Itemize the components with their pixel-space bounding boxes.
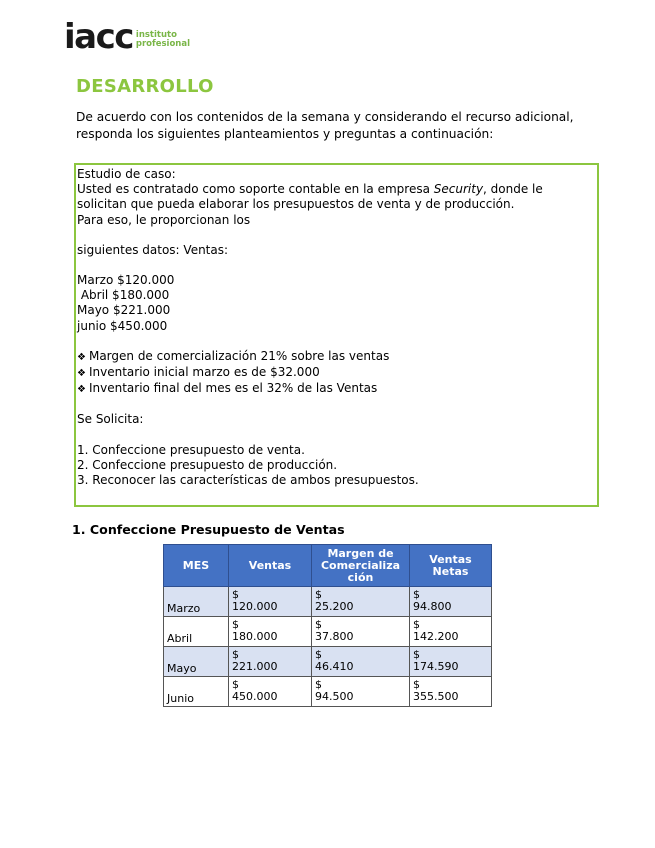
bullet-text: Inventario final del mes es el 32% de las Ventas bbox=[88, 381, 378, 396]
case-para-after: , donde le solicitan que pueda elaborar los presupuestos de venta y de producción. bbox=[77, 182, 543, 212]
request-item: 1. Confeccione presupuesto de venta. bbox=[77, 442, 305, 457]
bullet-text: Inventario inicial marzo es de $32.000 bbox=[88, 365, 320, 380]
logo-subtitle bbox=[136, 31, 190, 49]
header-ventas-netas: Ventas Netas bbox=[410, 545, 492, 587]
currency-symbol: $ bbox=[315, 648, 322, 661]
cell-ventas bbox=[229, 677, 312, 707]
cell-margen bbox=[312, 617, 410, 647]
currency-symbol: $ bbox=[232, 588, 239, 601]
table-row bbox=[164, 587, 492, 617]
cell-ventas bbox=[229, 617, 312, 647]
request-item: 2. Confeccione presupuesto de producción. bbox=[77, 457, 338, 472]
bullet-item bbox=[77, 365, 592, 381]
table-row bbox=[164, 677, 492, 707]
header-margen: Margen de Comercializa ción bbox=[312, 545, 410, 587]
cell-month: Mayo bbox=[164, 647, 229, 677]
value: 450.000 bbox=[232, 690, 278, 703]
value: 37.800 bbox=[315, 630, 354, 643]
currency-symbol: $ bbox=[315, 678, 322, 691]
table-header-row bbox=[164, 545, 492, 587]
currency-symbol: $ bbox=[232, 618, 239, 631]
value: 174.590 bbox=[413, 660, 459, 673]
cell-netas bbox=[410, 587, 492, 617]
request-label: Se Solicita: bbox=[77, 412, 144, 427]
request-item: 3. Reconocer las características de ambos presupuestos. bbox=[77, 473, 419, 488]
case-study-box bbox=[74, 163, 599, 507]
value: 25.200 bbox=[315, 600, 354, 613]
value: 221.000 bbox=[232, 660, 278, 673]
currency-symbol: $ bbox=[232, 648, 239, 661]
table-row bbox=[164, 647, 492, 677]
value: 180.000 bbox=[232, 630, 278, 643]
case-paragraph-2: Para eso, le proporcionan los bbox=[77, 212, 251, 227]
bullet-text: Margen de comercialización 21% sobre las ventas bbox=[88, 348, 390, 363]
value: 94.500 bbox=[315, 690, 354, 703]
iacc-logo bbox=[64, 17, 190, 57]
cell-margen bbox=[312, 587, 410, 617]
value: 355.500 bbox=[413, 690, 459, 703]
case-study-text bbox=[77, 167, 592, 488]
company-name: Security bbox=[433, 182, 484, 197]
currency-symbol: $ bbox=[315, 618, 322, 631]
header-ventas: Ventas bbox=[229, 545, 312, 587]
cell-netas bbox=[410, 617, 492, 647]
cell-margen bbox=[312, 647, 410, 677]
currency-symbol: $ bbox=[413, 678, 420, 691]
bullet-item bbox=[77, 349, 592, 365]
data-line: siguientes datos: Ventas: bbox=[77, 242, 229, 257]
cell-month: Junio bbox=[164, 677, 229, 707]
value: 94.800 bbox=[413, 600, 452, 613]
intro-paragraph: De acuerdo con los contenidos de la semana y considerando el recurso adicional, responda los siguientes planteamientos y preguntas a continuación: bbox=[76, 110, 574, 141]
cell-ventas bbox=[229, 587, 312, 617]
value: 142.200 bbox=[413, 630, 459, 643]
logo-wordmark: iacc bbox=[64, 17, 133, 57]
cell-netas bbox=[410, 677, 492, 707]
sales-item: Abril $180.000 bbox=[77, 288, 170, 303]
sales-item: Mayo $221.000 bbox=[77, 303, 171, 318]
value: 120.000 bbox=[232, 600, 278, 613]
cell-month: Marzo bbox=[164, 587, 229, 617]
logo-subtitle-line1: instituto bbox=[135, 30, 177, 40]
currency-symbol: $ bbox=[315, 588, 322, 601]
table-row bbox=[164, 617, 492, 647]
case-heading: Estudio de caso: bbox=[77, 167, 176, 181]
logo-subtitle-line2: profesional bbox=[135, 39, 190, 49]
bullet-item bbox=[77, 381, 592, 397]
case-para-before: Usted es contratado como soporte contable en la empresa bbox=[77, 182, 434, 197]
cell-margen bbox=[312, 677, 410, 707]
sales-item: Marzo $120.000 bbox=[77, 273, 175, 288]
section-1-heading: 1. Confeccione Presupuesto de Ventas bbox=[72, 522, 345, 537]
case-paragraph bbox=[77, 182, 592, 212]
value: 46.410 bbox=[315, 660, 354, 673]
currency-symbol: $ bbox=[413, 588, 420, 601]
currency-symbol: $ bbox=[232, 678, 239, 691]
sales-budget-table bbox=[163, 544, 492, 707]
currency-symbol: $ bbox=[413, 648, 420, 661]
header-mes: MES bbox=[164, 545, 229, 587]
section-title: DESARROLLO bbox=[76, 76, 214, 97]
cell-month: Abril bbox=[164, 617, 229, 647]
currency-symbol: $ bbox=[413, 618, 420, 631]
cell-netas bbox=[410, 647, 492, 677]
cell-ventas bbox=[229, 647, 312, 677]
sales-item: junio $450.000 bbox=[77, 318, 168, 333]
